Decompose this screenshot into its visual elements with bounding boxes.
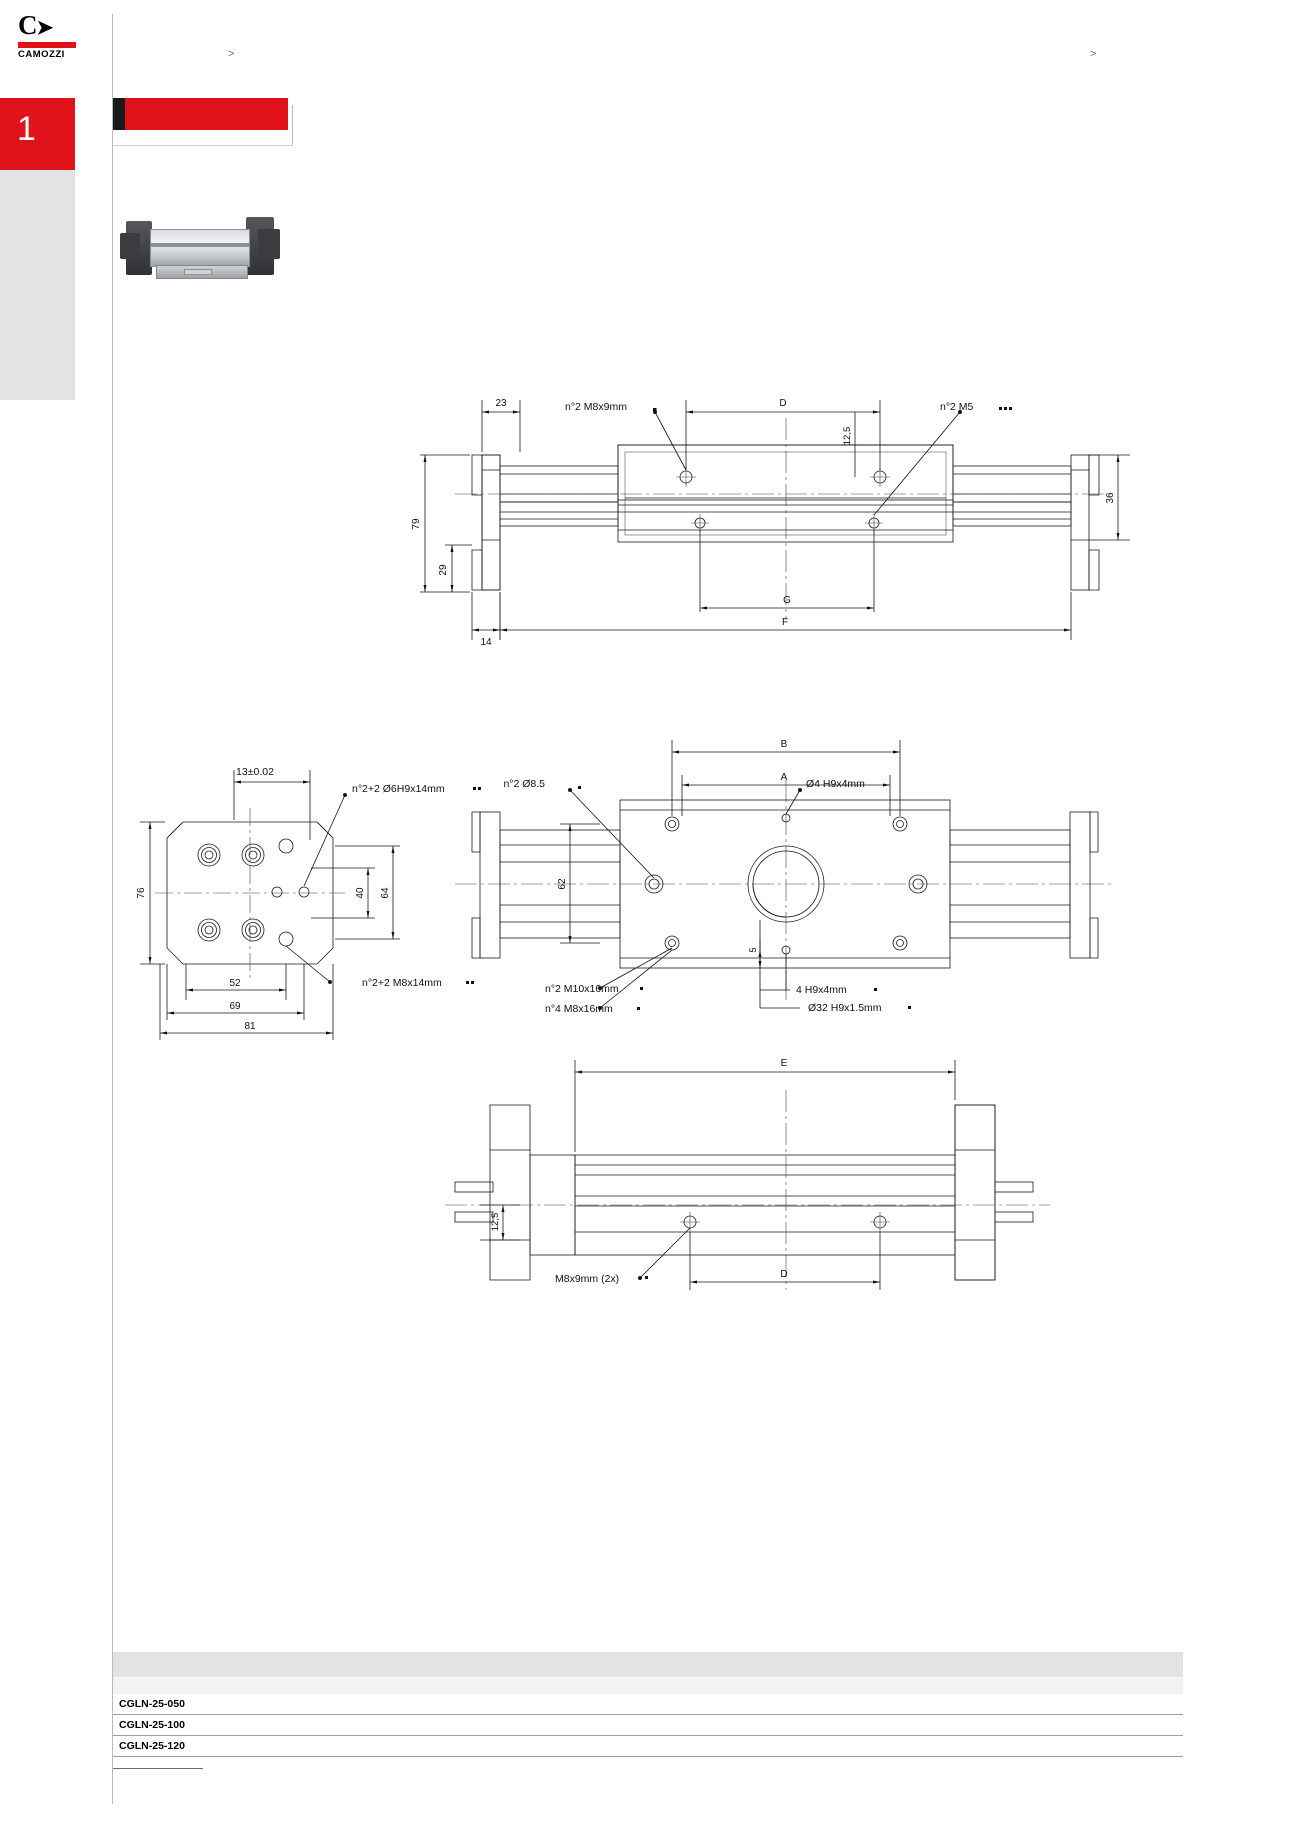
dim-12-5-top: 12,5 <box>842 426 853 446</box>
footer-rule <box>113 1768 203 1769</box>
dim-F: F <box>781 617 789 628</box>
dim-81: 81 <box>244 1021 256 1032</box>
models-table <box>113 1652 1183 1757</box>
callout-4h9: 4 H9x4mm <box>796 984 847 996</box>
dim-5: 5 <box>748 947 758 953</box>
callout-o32: Ø32 H9x1.5mm <box>808 1002 882 1014</box>
dim-29: 29 <box>438 564 449 576</box>
dim-52: 52 <box>229 978 241 989</box>
callout-o4h9: Ø4 H9x4mm <box>806 778 865 790</box>
table-row <box>113 1715 1183 1736</box>
dim-E: E <box>780 1058 788 1069</box>
chapter-number: 1 <box>17 110 36 148</box>
table-header <box>113 1652 1183 1678</box>
callout-m8x16: n°4 M8x16mm <box>545 1003 613 1015</box>
dim-G: G <box>783 595 791 606</box>
callout-m8x9-2x: M8x9mm (2x) <box>555 1273 620 1285</box>
breadcrumb-right: > <box>1090 48 1097 60</box>
table-cell-model: CGLN-25-100 <box>119 1719 185 1731</box>
dim-23: 23 <box>495 398 507 409</box>
callout-m8x9: n°2 M8x9mm <box>565 401 627 413</box>
view-section <box>136 766 481 1040</box>
dim-76: 76 <box>136 887 147 899</box>
dim-79: 79 <box>411 518 422 530</box>
callout-o85: n°2 Ø8.5 <box>503 778 545 790</box>
logo-brand-name: CAMOZZI <box>18 49 65 60</box>
dim-B: B <box>780 739 788 750</box>
dim-36: 36 <box>1105 492 1116 504</box>
dim-D-bottom: D <box>780 1269 788 1280</box>
dim-69: 69 <box>229 1001 241 1012</box>
view-bottom <box>445 1058 1050 1290</box>
dim-62: 62 <box>557 878 568 890</box>
table-row <box>113 1694 1183 1715</box>
dim-40: 40 <box>355 887 366 899</box>
dim-A: A <box>780 772 788 783</box>
table-row <box>113 1736 1183 1757</box>
callout-6h9: n°2+2 Ø6H9x14mm <box>352 783 445 795</box>
callout-m10: n°2 M10x16mm <box>545 983 619 995</box>
dim-12-5-bottom: 12,5 <box>490 1212 501 1232</box>
dim-D-top: D <box>779 398 787 409</box>
callout-m8x14: n°2+2 M8x14mm <box>362 977 442 989</box>
view-top <box>411 398 1130 648</box>
dim-14: 14 <box>480 637 492 648</box>
callout-m5: n°2 M5 <box>940 401 974 413</box>
table-subheader <box>113 1678 1183 1694</box>
logo-initials-icon: C➤ <box>18 10 53 40</box>
dim-13: 13±0.02 <box>236 766 274 778</box>
dim-64: 64 <box>380 887 391 899</box>
breadcrumb-left: > <box>228 48 235 60</box>
table-cell-model: CGLN-25-050 <box>119 1698 185 1710</box>
table-cell-model: CGLN-25-120 <box>119 1740 185 1752</box>
view-front <box>455 739 1115 1015</box>
